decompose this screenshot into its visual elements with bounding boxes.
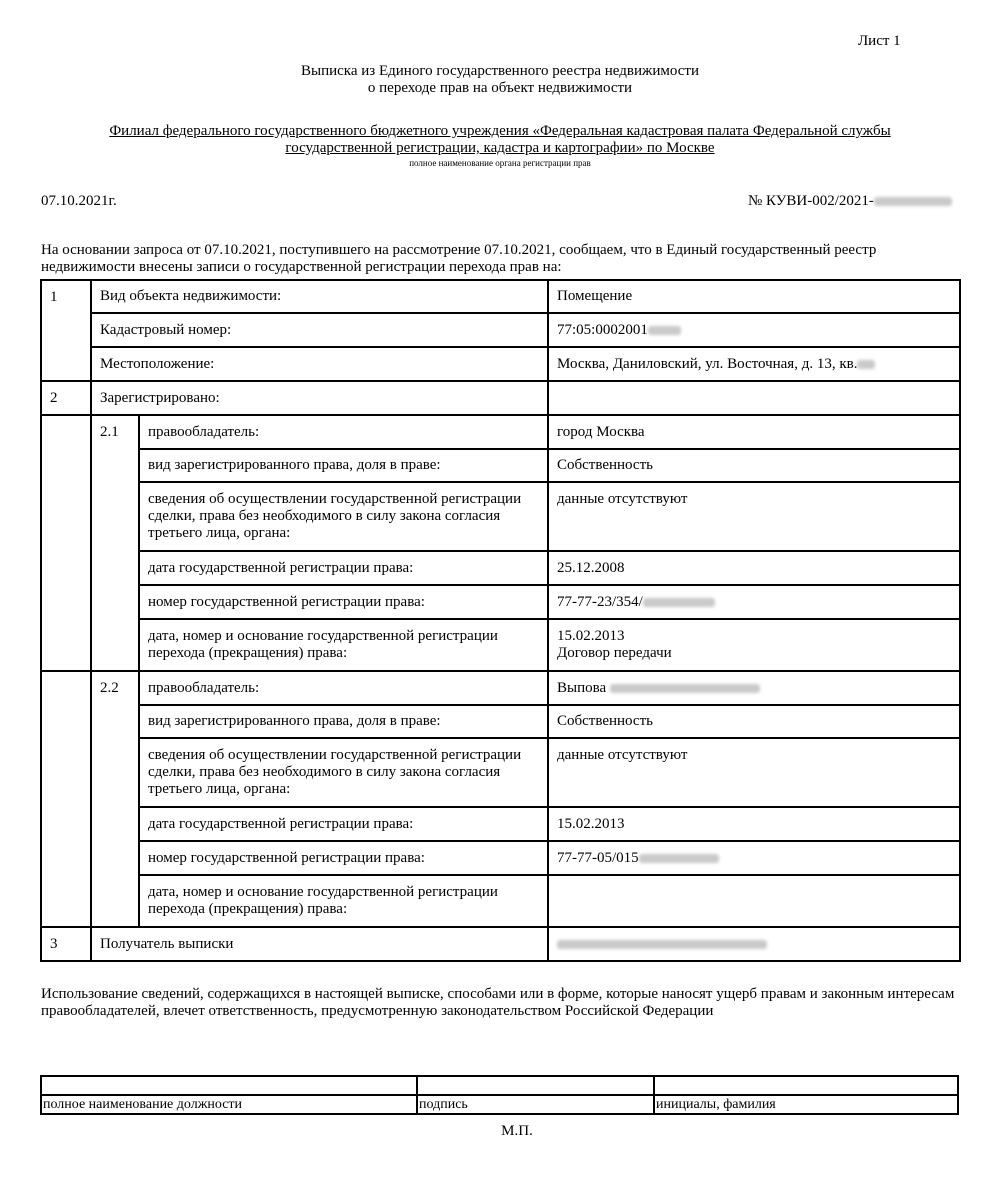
right-type-label: вид зарегистрированного права, доля в праве: [139,449,548,482]
registered-label: Зарегистрировано: [91,381,548,415]
signature-blank [417,1076,654,1095]
organization-name-line1: Филиал федерального государственного бюджетного учреждения «Федеральная кадастровая палата Федеральной службы [109,123,891,139]
right-type-value: Собственность [548,705,960,738]
object-type-label: Вид объекта недвижимости: [91,280,548,313]
document-number-text: № КУВИ-002/2021- [748,193,874,209]
document-subtitle: о переходе прав на объект недвижимости [367,80,633,96]
row-number: 1 [41,280,91,381]
location-label: Местоположение: [91,347,548,381]
position-caption: полное наименование должности [41,1095,417,1114]
organization-caption: полное наименование органа регистрации прав [409,158,591,168]
name-caption: инициалы, фамилия [654,1095,958,1114]
entry-number: 2.2 [91,671,139,927]
empty-cell [548,381,960,415]
indent-cell [41,671,91,927]
liability-notice: Использование сведений, содержащихся в настоящей выписке, способами или в форме, которые наносят ущерб правам и законным интересам правообладателей, влечет ответственность, предусмотренную законодательством Российской Федерации [41,986,955,1019]
transfer-date: 15.02.2013 [557,628,625,644]
registry-table [40,279,961,962]
intro-paragraph: На основании запроса от 07.10.2021, поступившего на рассмотрение 07.10.2021, сообщаем, что в Единый государственный реестр недвижимости внесены записи о государственной регистрации перехода прав на: [41,242,877,275]
redacted-block [557,940,767,949]
location-cell [548,347,960,381]
consent-label: сведения об осуществлении государственной регистрации сделки, права без необходимого в силу закона согласия третьего лица, органа: [139,482,548,551]
registration-number-label: номер государственной регистрации права: [139,841,548,875]
document-title: Выписка из Единого государственного реестра недвижимости [301,63,699,79]
registration-date-value: 15.02.2013 [548,807,960,841]
registration-date-label: дата государственной регистрации права: [139,807,548,841]
redacted-block [874,197,952,206]
consent-value: данные отсутствуют [548,482,960,551]
document-date: 07.10.2021г. [41,193,117,209]
row-number: 2 [41,381,91,415]
signature-caption: подпись [417,1095,654,1114]
name-blank [654,1076,958,1095]
indent-cell [41,415,91,671]
registration-date-label: дата государственной регистрации права: [139,551,548,585]
sheet-number: Лист 1 [858,33,901,49]
right-type-label: вид зарегистрированного права, доля в праве: [139,705,548,738]
registration-number-label: номер государственной регистрации права: [139,585,548,619]
redacted-block [648,326,681,335]
registration-number-value: 77-77-23/354/ [557,593,643,610]
cadastral-cell [548,313,960,347]
stamp-placeholder: М.П. [501,1123,533,1139]
registration-number-cell [548,841,960,875]
transfer-label: дата, номер и основание государственной регистрации перехода (прекращения) права: [139,875,548,927]
object-type-value: Помещение [548,280,960,313]
recipient-cell [548,927,960,961]
location-value: Москва, Даниловский, ул. Восточная, д. 13, кв. [557,355,858,372]
signature-table [40,1075,959,1115]
redacted-block [639,854,719,863]
registration-number-value: 77-77-05/015 [557,849,639,866]
entry-number: 2.1 [91,415,139,671]
holder-label: правообладатель: [139,415,548,449]
holder-cell [548,671,960,705]
redacted-block [610,684,760,693]
transfer-cell [548,875,960,927]
registration-number-cell [548,585,960,619]
holder-value: Выпова [557,679,607,696]
cadastral-label: Кадастровый номер: [91,313,548,347]
cadastral-value: 77:05:0002001 [557,321,648,338]
recipient-label: Получатель выписки [91,927,548,961]
position-blank [41,1076,417,1095]
transfer-cell [548,619,960,671]
registration-date-value: 25.12.2008 [548,551,960,585]
document-number [748,193,952,210]
consent-value: данные отсутствуют [548,738,960,807]
right-type-value: Собственность [548,449,960,482]
consent-label: сведения об осуществлении государственной регистрации сделки, права без необходимого в силу закона согласия третьего лица, органа: [139,738,548,807]
row-number: 3 [41,927,91,961]
redacted-block [643,598,715,607]
transfer-label: дата, номер и основание государственной регистрации перехода (прекращения) права: [139,619,548,671]
holder-label: правообладатель: [139,671,548,705]
transfer-basis: Договор передачи [557,645,672,661]
holder-value: город Москва [548,415,960,449]
redacted-block [857,360,875,369]
organization-name-line2: государственной регистрации, кадастра и картографии» по Москве [285,140,715,156]
